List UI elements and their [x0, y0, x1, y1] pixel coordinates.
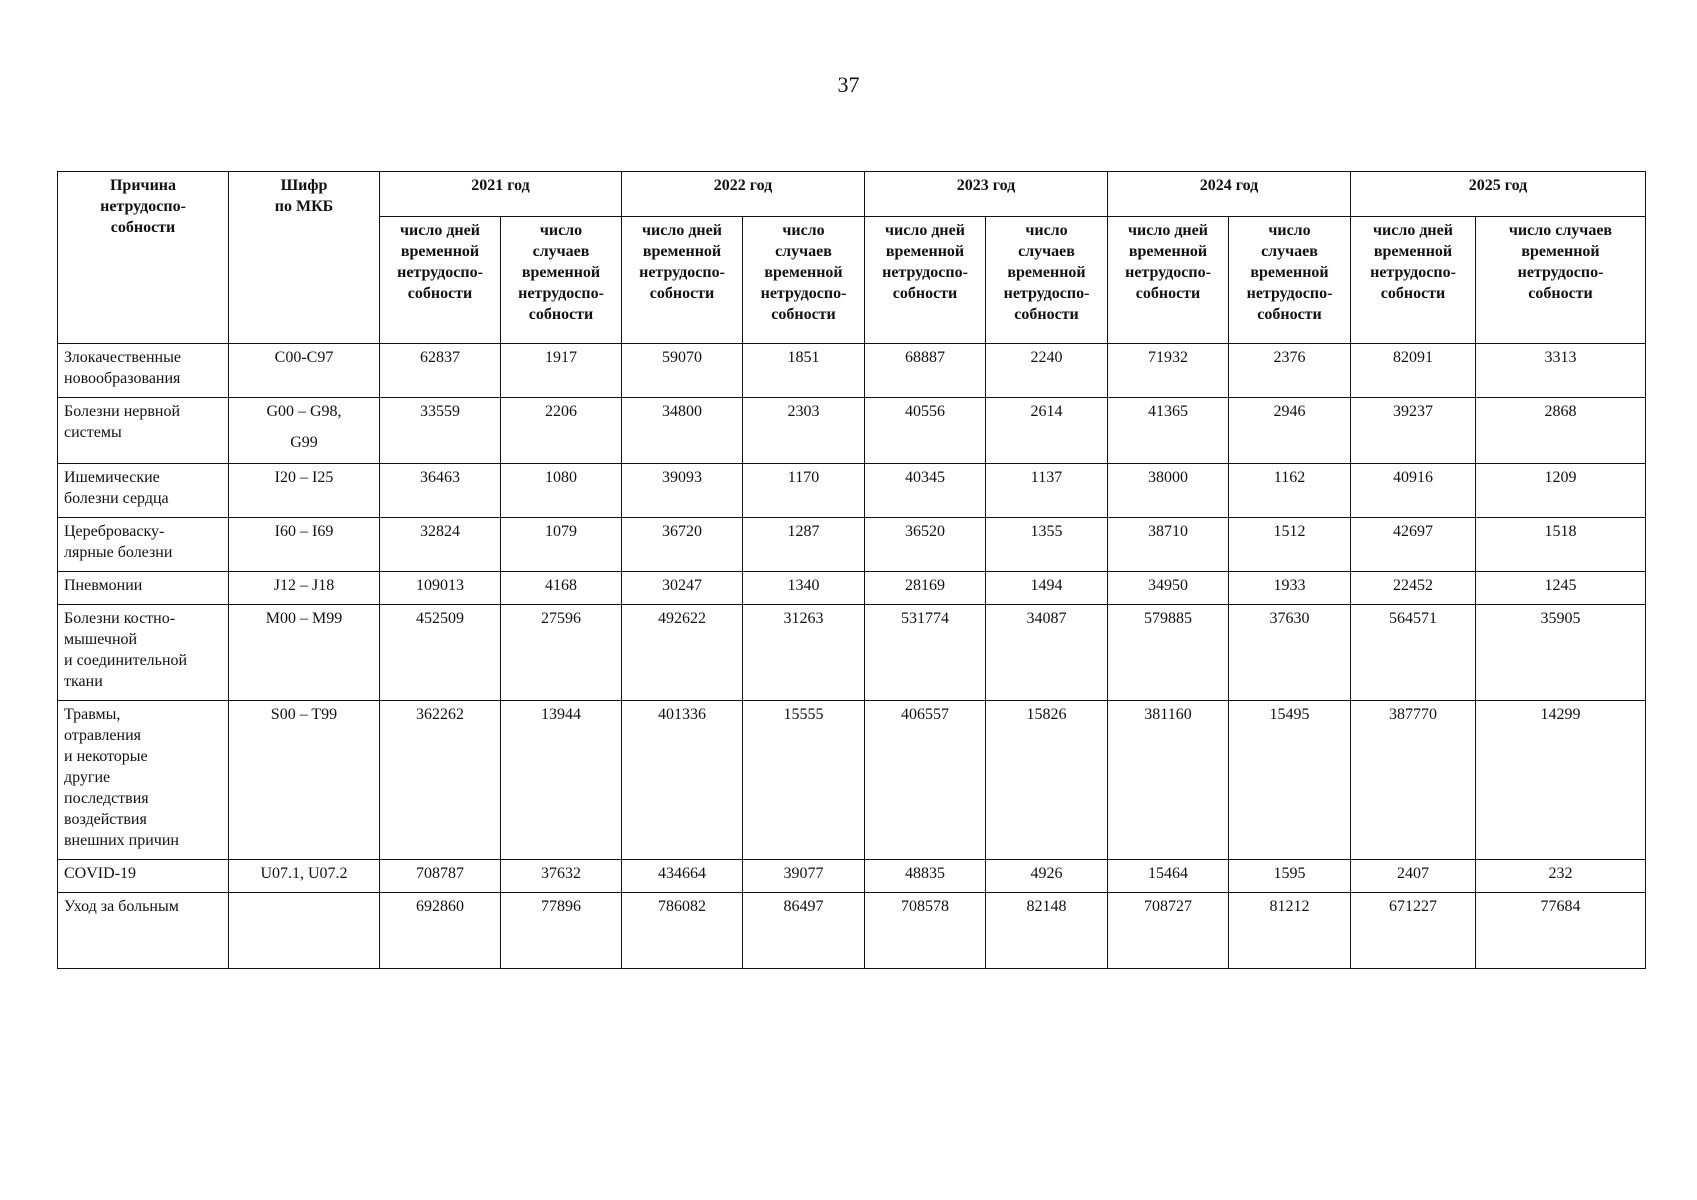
cases-value-cell: 1209 [1476, 464, 1646, 518]
cases-value-cell: 1851 [743, 344, 865, 398]
days-value-cell: 39237 [1351, 398, 1476, 464]
days-value-cell: 708578 [865, 893, 986, 969]
header-code-text: Шифр по МКБ [274, 177, 334, 215]
cases-value-cell: 1245 [1476, 572, 1646, 605]
table-row [58, 572, 1646, 605]
cases-value-cell: 232 [1476, 860, 1646, 893]
icd-code-text: G99 [290, 434, 318, 451]
days-value-cell: 38000 [1108, 464, 1229, 518]
cases-value-cell: 1287 [743, 518, 865, 572]
cases-value-cell: 1080 [501, 464, 622, 518]
icd-code-text: S00 – T99 [270, 706, 338, 723]
icd-code-text: J12 – J18 [273, 577, 335, 594]
cases-value-cell: 4168 [501, 572, 622, 605]
cases-value-cell: 2376 [1229, 344, 1351, 398]
days-value-cell: 579885 [1108, 605, 1229, 701]
days-value-cell: 531774 [865, 605, 986, 701]
days-value-cell: 48835 [865, 860, 986, 893]
icd-code-cell [229, 572, 380, 605]
days-value-cell: 40916 [1351, 464, 1476, 518]
cases-value-cell: 1494 [986, 572, 1108, 605]
table-row [58, 518, 1646, 572]
header-cases [986, 217, 1108, 344]
cases-value-cell: 1917 [501, 344, 622, 398]
days-value-cell: 564571 [1351, 605, 1476, 701]
icd-code-cell [229, 893, 380, 969]
icd-code-text: U07.1, U07.2 [260, 865, 348, 882]
cases-value-cell: 31263 [743, 605, 865, 701]
days-value-cell: 41365 [1108, 398, 1229, 464]
header-cases-text: число случаев временной нетрудоспо- собности [760, 222, 847, 323]
days-value-cell: 40345 [865, 464, 986, 518]
page-number: 37 [837, 72, 860, 97]
days-value-cell: 15464 [1108, 860, 1229, 893]
cases-value-cell: 1162 [1229, 464, 1351, 518]
days-value-cell: 40556 [865, 398, 986, 464]
cause-cell [58, 893, 229, 969]
days-value-cell: 34800 [622, 398, 743, 464]
days-value-cell: 34950 [1108, 572, 1229, 605]
days-value-cell: 32824 [380, 518, 501, 572]
disability-table [57, 171, 1646, 969]
cases-value-cell: 1079 [501, 518, 622, 572]
cases-value-cell: 1512 [1229, 518, 1351, 572]
days-value-cell: 68887 [865, 344, 986, 398]
days-value-cell: 708787 [380, 860, 501, 893]
cases-value-cell: 1595 [1229, 860, 1351, 893]
cause-text: Пневмонии [64, 577, 143, 594]
cases-value-cell: 37630 [1229, 605, 1351, 701]
header-days [1351, 217, 1476, 344]
header-cause [58, 172, 229, 344]
days-value-cell: 362262 [380, 701, 501, 860]
days-value-cell: 671227 [1351, 893, 1476, 969]
cases-value-cell: 27596 [501, 605, 622, 701]
cause-text: Ишемические болезни сердца [64, 469, 169, 507]
days-value-cell: 452509 [380, 605, 501, 701]
header-days [622, 217, 743, 344]
days-value-cell: 36720 [622, 518, 743, 572]
days-value-cell: 33559 [380, 398, 501, 464]
header-days-text: число дней временной нетрудоспо- собности [639, 222, 725, 302]
header-days-text: число дней временной нетрудоспо- собности [1370, 222, 1456, 302]
table-row [58, 860, 1646, 893]
header-year-2022: 2022 год [622, 172, 865, 217]
icd-code-text: I60 – I69 [274, 523, 334, 540]
days-value-cell: 39093 [622, 464, 743, 518]
icd-code-text: C00-C97 [274, 349, 334, 366]
days-value-cell: 692860 [380, 893, 501, 969]
cases-value-cell: 37632 [501, 860, 622, 893]
header-days [1108, 217, 1229, 344]
cause-text: COVID-19 [64, 865, 136, 882]
cases-value-cell: 1933 [1229, 572, 1351, 605]
cause-text: Травмы, отравления и некоторые другие последствия воздействия внешних причин [64, 706, 179, 849]
cases-value-cell: 81212 [1229, 893, 1351, 969]
days-value-cell: 62837 [380, 344, 501, 398]
cases-value-cell: 35905 [1476, 605, 1646, 701]
days-value-cell: 36463 [380, 464, 501, 518]
cause-text: Цереброваску- лярные болезни [64, 523, 173, 561]
cases-value-cell: 1355 [986, 518, 1108, 572]
header-cases-2025-text: число случаев временной нетрудоспо- собности [1508, 222, 1613, 302]
days-value-cell: 59070 [622, 344, 743, 398]
cases-value-cell: 1170 [743, 464, 865, 518]
cases-value-cell: 2240 [986, 344, 1108, 398]
cases-value-cell: 2206 [501, 398, 622, 464]
cases-value-cell: 15826 [986, 701, 1108, 860]
cause-cell [58, 605, 229, 701]
days-value-cell: 387770 [1351, 701, 1476, 860]
days-value-cell: 406557 [865, 701, 986, 860]
days-value-cell: 401336 [622, 701, 743, 860]
cases-value-cell: 15495 [1229, 701, 1351, 860]
header-days-text: число дней временной нетрудоспо- собности [1125, 222, 1211, 302]
cause-cell [58, 572, 229, 605]
icd-code-text: M00 – M99 [265, 610, 343, 627]
cause-text: Уход за больным [64, 898, 179, 915]
days-value-cell: 82091 [1351, 344, 1476, 398]
header-days [380, 217, 501, 344]
days-value-cell: 786082 [622, 893, 743, 969]
cases-value-cell: 77896 [501, 893, 622, 969]
days-value-cell: 708727 [1108, 893, 1229, 969]
cases-value-cell: 86497 [743, 893, 865, 969]
cases-value-cell: 82148 [986, 893, 1108, 969]
cases-value-cell: 1340 [743, 572, 865, 605]
cause-cell [58, 398, 229, 464]
header-cases [1229, 217, 1351, 344]
header-year-2024: 2024 год [1108, 172, 1351, 217]
days-value-cell: 109013 [380, 572, 501, 605]
header-cases-text: число случаев временной нетрудоспо- собности [1003, 222, 1090, 323]
header-cases [743, 217, 865, 344]
icd-code-cell [229, 398, 380, 464]
table-row [58, 398, 1646, 464]
cases-value-cell: 4926 [986, 860, 1108, 893]
cause-cell [58, 701, 229, 860]
cases-value-cell: 2614 [986, 398, 1108, 464]
table-row [58, 344, 1646, 398]
days-value-cell: 28169 [865, 572, 986, 605]
cases-value-cell: 2868 [1476, 398, 1646, 464]
days-value-cell: 36520 [865, 518, 986, 572]
cases-value-cell: 34087 [986, 605, 1108, 701]
cases-value-cell: 39077 [743, 860, 865, 893]
table-body [58, 344, 1646, 969]
header-cause-text: Причина нетрудоспо- собности [100, 177, 186, 236]
days-value-cell: 71932 [1108, 344, 1229, 398]
days-value-cell: 30247 [622, 572, 743, 605]
days-value-cell: 381160 [1108, 701, 1229, 860]
table-row [58, 701, 1646, 860]
cause-text: Злокачественные новообразования [64, 349, 181, 387]
header-days [865, 217, 986, 344]
cases-value-cell: 1137 [986, 464, 1108, 518]
icd-code-cell [229, 860, 380, 893]
cause-cell [58, 518, 229, 572]
cases-value-cell: 2946 [1229, 398, 1351, 464]
days-value-cell: 22452 [1351, 572, 1476, 605]
header-year-2023: 2023 год [865, 172, 1108, 217]
cases-value-cell: 1518 [1476, 518, 1646, 572]
header-cases-2025 [1476, 217, 1646, 344]
table-row [58, 893, 1646, 969]
icd-code-text: G00 – G98, [266, 403, 342, 420]
icd-code-cell [229, 605, 380, 701]
header-cases-text: число случаев временной нетрудоспо- собности [518, 222, 604, 323]
header-days-text: число дней временной нетрудоспо- собности [397, 222, 483, 302]
cases-value-cell: 2303 [743, 398, 865, 464]
header-year-2021: 2021 год [380, 172, 622, 217]
cause-text: Болезни костно- мышечной и соединительной ткани [64, 610, 188, 690]
cases-value-cell: 3313 [1476, 344, 1646, 398]
days-value-cell: 492622 [622, 605, 743, 701]
cases-value-cell: 14299 [1476, 701, 1646, 860]
days-value-cell: 2407 [1351, 860, 1476, 893]
table-row [58, 605, 1646, 701]
header-code [229, 172, 380, 344]
icd-code-cell [229, 464, 380, 518]
header-cases-text: число случаев временной нетрудоспо- собности [1246, 222, 1333, 323]
cause-text: Болезни нервной системы [64, 403, 181, 441]
header-cases [501, 217, 622, 344]
days-value-cell: 38710 [1108, 518, 1229, 572]
days-value-cell: 434664 [622, 860, 743, 893]
days-value-cell: 42697 [1351, 518, 1476, 572]
cause-cell [58, 464, 229, 518]
icd-code-cell [229, 518, 380, 572]
table-row [58, 464, 1646, 518]
cases-value-cell: 15555 [743, 701, 865, 860]
cases-value-cell: 13944 [501, 701, 622, 860]
header-days-text: число дней временной нетрудоспо- собности [882, 222, 968, 302]
cause-cell [58, 860, 229, 893]
cause-cell [58, 344, 229, 398]
icd-code-cell [229, 701, 380, 860]
header-year-2025: 2025 год [1351, 172, 1646, 217]
icd-code-cell [229, 344, 380, 398]
cases-value-cell: 77684 [1476, 893, 1646, 969]
icd-code-text: I20 – I25 [274, 469, 334, 486]
